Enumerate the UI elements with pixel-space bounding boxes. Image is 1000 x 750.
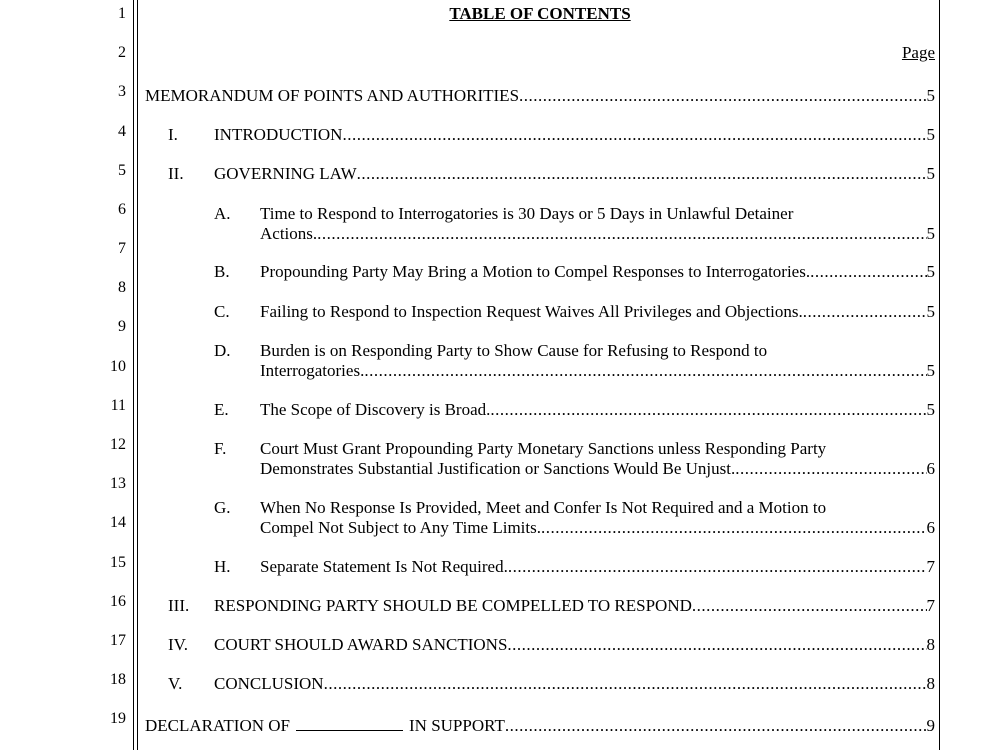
toc-entry-body xyxy=(145,713,935,733)
toc-entry-text: Propounding Party May Bring a Motion to Compel Responses to Interrogatories. xyxy=(260,262,811,281)
line-number: 9 xyxy=(118,318,126,335)
toc-entry-body xyxy=(214,635,935,655)
toc-entry-number: G. xyxy=(214,498,231,517)
declaration-suffix: IN SUPPORT xyxy=(409,716,505,735)
line-number-column xyxy=(0,0,128,750)
toc-entry-text: INTRODUCTION xyxy=(214,125,343,144)
line-number: 1 xyxy=(118,5,126,22)
dot-leader xyxy=(735,459,926,479)
toc-page-number: 8 xyxy=(926,674,935,693)
toc-page-number: 5 xyxy=(926,361,935,380)
toc-entry-text: When No Response Is Provided, Meet and Confer Is Not Required and a Motion to xyxy=(260,498,827,517)
dot-leader xyxy=(519,86,926,106)
line-number: 2 xyxy=(118,44,126,61)
toc-line xyxy=(260,224,935,244)
line-number: 13 xyxy=(110,475,126,492)
toc-entry-text: CONCLUSION xyxy=(214,674,324,693)
toc-line xyxy=(145,86,935,106)
toc-line xyxy=(214,164,935,184)
toc-page-number: 5 xyxy=(926,302,935,321)
line-number: 7 xyxy=(118,240,126,257)
toc-entry-number: C. xyxy=(214,302,230,321)
toc-content xyxy=(145,0,935,750)
toc-entry-number: V. xyxy=(168,674,183,693)
line-number: 18 xyxy=(110,671,126,688)
toc-page-number: 5 xyxy=(926,262,935,281)
toc-entry-text: Failing to Respond to Inspection Request Waives All Privileges and Objections. xyxy=(260,302,803,321)
toc-line xyxy=(260,400,935,420)
toc-line xyxy=(260,341,935,361)
toc-page-number: 5 xyxy=(926,125,935,144)
toc-entry-number: F. xyxy=(214,439,227,458)
line-number: 8 xyxy=(118,279,126,296)
line-number: 5 xyxy=(118,162,126,179)
toc-line xyxy=(260,204,935,224)
toc-entry-body xyxy=(214,164,935,184)
toc-entry-body xyxy=(145,86,935,106)
toc-entry-text: RESPONDING PARTY SHOULD BE COMPELLED TO RESPOND xyxy=(214,596,692,615)
toc-entry-number: B. xyxy=(214,262,230,281)
toc-entry-text: Burden is on Responding Party to Show Cause for Refusing to Respond to xyxy=(260,341,768,360)
dot-leader xyxy=(541,518,927,538)
toc-line xyxy=(260,518,935,538)
toc-line xyxy=(214,674,935,694)
toc-entry-text: Interrogatories. xyxy=(260,361,365,380)
toc-entry-body xyxy=(260,400,935,420)
toc-page-number: 5 xyxy=(926,224,935,243)
toc-line xyxy=(260,439,935,459)
toc-entry-body xyxy=(214,596,935,616)
toc-entry-text: Court Must Grant Propounding Party Monetary Sanctions unless Responding Party xyxy=(260,439,827,458)
toc-entry-body xyxy=(260,302,935,322)
toc-entry-number: IV. xyxy=(168,635,188,654)
dot-leader xyxy=(803,302,927,322)
margin-rule-left-outer xyxy=(133,0,134,750)
dot-leader xyxy=(505,716,927,736)
line-number: 19 xyxy=(110,710,126,727)
toc-line xyxy=(260,557,935,577)
line-number: 14 xyxy=(110,514,126,531)
toc-entry-body xyxy=(214,674,935,694)
toc-entry-body xyxy=(260,204,935,244)
dot-leader xyxy=(317,224,926,244)
line-number: 16 xyxy=(110,593,126,610)
toc-entry-text: Actions. xyxy=(260,224,318,243)
toc-line xyxy=(214,635,935,655)
line-number: 12 xyxy=(110,436,126,453)
toc-line xyxy=(145,713,935,733)
dot-leader xyxy=(810,262,926,282)
toc-line xyxy=(260,262,935,282)
dot-leader xyxy=(324,674,927,694)
dot-leader xyxy=(507,635,926,655)
toc-entry-body xyxy=(260,439,935,479)
toc-page-number: 5 xyxy=(926,400,935,419)
declaration-prefix: DECLARATION OF xyxy=(145,716,290,735)
toc-entry-text: GOVERNING LAW xyxy=(214,164,357,183)
margin-rule-left-inner xyxy=(137,0,138,750)
toc-entry-number: III. xyxy=(168,596,190,615)
toc-line xyxy=(260,361,935,381)
toc-page-number: 5 xyxy=(926,86,935,105)
toc-entry-body xyxy=(260,341,935,381)
line-number: 17 xyxy=(110,632,126,649)
line-number: 15 xyxy=(110,554,126,571)
dot-leader xyxy=(342,125,926,145)
toc-entry-number: A. xyxy=(214,204,231,223)
toc-entry-text: Demonstrates Substantial Justification or Sanctions Would Be Unjust. xyxy=(260,459,736,478)
toc-entry-number: E. xyxy=(214,400,229,419)
toc-line xyxy=(214,125,935,145)
dot-leader xyxy=(508,557,927,577)
toc-entry-body xyxy=(214,125,935,145)
toc-page-number: 5 xyxy=(926,164,935,183)
toc-entry-text: Compel Not Subject to Any Time Limits. xyxy=(260,518,541,537)
line-number: 11 xyxy=(110,397,126,414)
toc-entry-text: The Scope of Discovery is Broad. xyxy=(260,400,491,419)
toc-line xyxy=(260,302,935,322)
toc-page-number: 6 xyxy=(926,518,935,537)
title-text: TABLE OF CONTENTS xyxy=(449,4,631,23)
toc-line xyxy=(260,498,935,518)
toc-entry-number: D. xyxy=(214,341,231,360)
line-number: 10 xyxy=(110,358,126,375)
page-title xyxy=(145,4,935,24)
toc-entry-number: I. xyxy=(168,125,178,144)
toc-line xyxy=(260,459,935,479)
toc-page-number: 9 xyxy=(926,716,935,735)
line-number: 3 xyxy=(118,83,126,100)
dot-leader xyxy=(490,400,926,420)
toc-entry-body xyxy=(260,262,935,282)
toc-page-number: 8 xyxy=(926,635,935,654)
dot-leader xyxy=(692,596,927,616)
toc-page-number: 6 xyxy=(926,459,935,478)
toc-entry-text: MEMORANDUM OF POINTS AND AUTHORITIES xyxy=(145,86,520,105)
toc-page-number: 7 xyxy=(926,557,935,576)
toc-page-number: 7 xyxy=(926,596,935,615)
line-number: 6 xyxy=(118,201,126,218)
toc-entry-number: H. xyxy=(214,557,231,576)
dot-leader xyxy=(357,164,927,184)
line-number: 4 xyxy=(118,123,126,140)
declarant-name-blank xyxy=(296,713,403,731)
toc-entry-text: Time to Respond to Interrogatories is 30 Days or 5 Days in Unlawful Detainer xyxy=(260,204,794,223)
margin-rule-right xyxy=(939,0,940,750)
page-column-header: Page xyxy=(901,43,935,62)
dot-leader xyxy=(364,361,926,381)
toc-entry-number: II. xyxy=(168,164,184,183)
toc-line xyxy=(214,596,935,616)
toc-entry-text: Separate Statement Is Not Required. xyxy=(260,557,508,576)
toc-entry-text: COURT SHOULD AWARD SANCTIONS xyxy=(214,635,508,654)
toc-entry-body xyxy=(260,498,935,538)
toc-entry-body xyxy=(260,557,935,577)
